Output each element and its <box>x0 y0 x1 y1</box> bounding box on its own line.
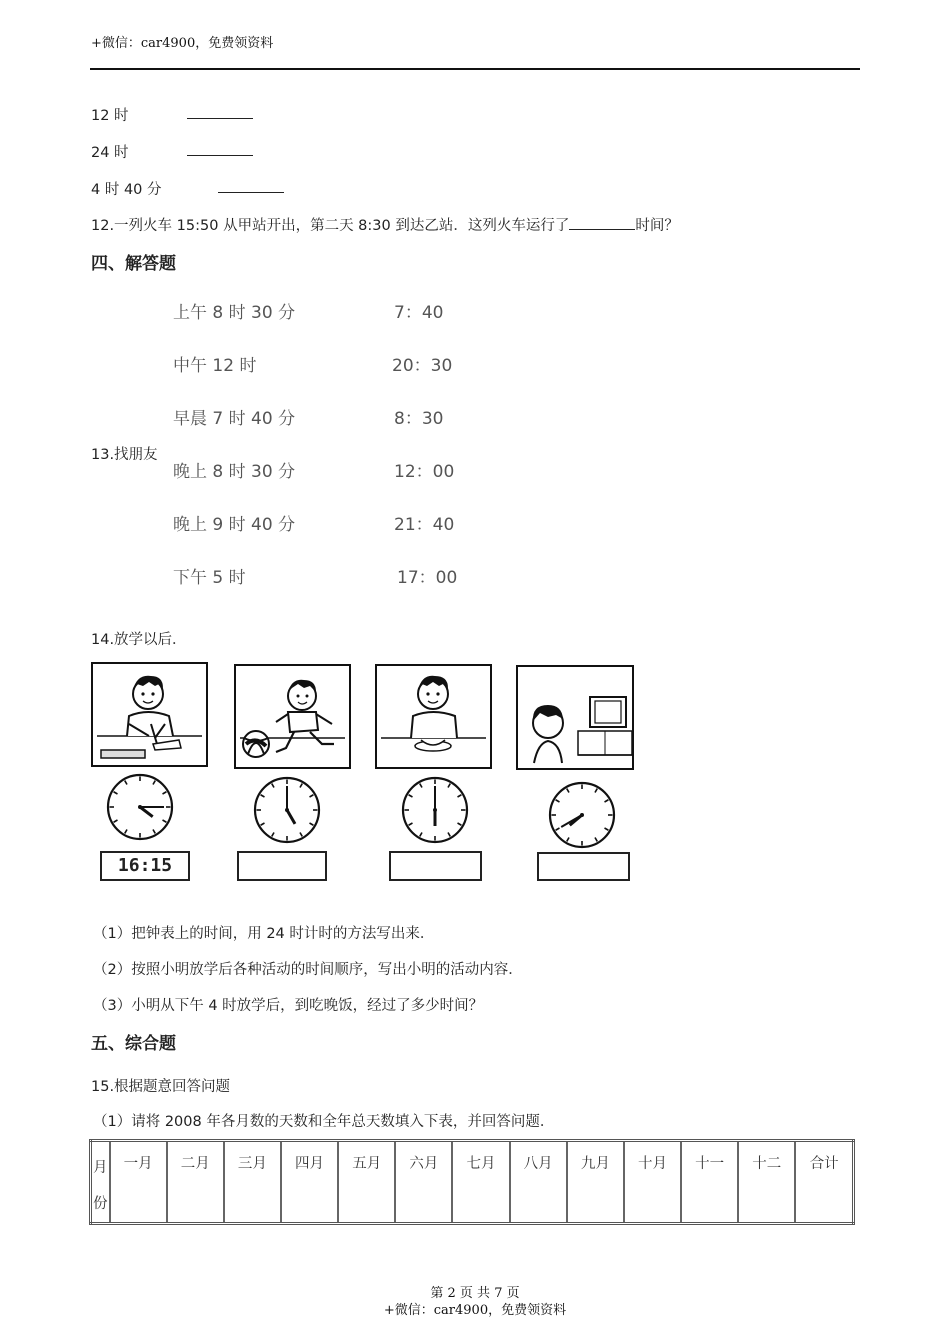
page-number: 第 2 页 共 7 页 <box>430 1286 520 1301</box>
q11-item-3 <box>91 178 162 199</box>
clock-4 <box>547 780 617 854</box>
month-days-table <box>89 1139 855 1225</box>
clock-3 <box>400 775 470 849</box>
q13-left-item: 早晨 7 时 40 分 <box>173 409 296 429</box>
q11-item-label: 12 时 <box>91 108 129 124</box>
time-answer-box-2[interactable] <box>237 851 327 881</box>
clock-center <box>433 808 437 812</box>
time-answer-box-4[interactable] <box>537 852 630 881</box>
footer-watermark: +微信：car4900，免费领资料 <box>383 1303 567 1318</box>
q12-blank[interactable] <box>569 215 635 230</box>
watching-tv-picture <box>516 665 634 770</box>
q13-left-item: 下午 5 时 <box>173 568 246 588</box>
q11-item-1 <box>91 104 129 125</box>
table-header-cell[interactable]: 八月 <box>510 1141 567 1224</box>
header-divider <box>90 68 860 70</box>
q13-left-item: 上午 8 时 30 分 <box>173 303 296 323</box>
section-5-title: 五、综合题 <box>91 1034 176 1054</box>
q14-label: 14.放学以后． <box>91 632 187 648</box>
q15-label: 15.根据题意回答问题 <box>91 1079 231 1095</box>
table-header-cell[interactable]: 二月 <box>167 1141 224 1224</box>
q13-right-item: 8：30 <box>394 409 444 429</box>
time-answer-box-1: 16:15 <box>100 851 190 881</box>
q12-text-after: 时间？ <box>635 218 679 234</box>
section-4-title: 四、解答题 <box>91 254 176 274</box>
q14-sub-3: （3）小明从下午 4 时放学后，到吃晚饭，经过了多少时间？ <box>93 998 484 1014</box>
table-header-cell[interactable]: 九月 <box>567 1141 624 1224</box>
table-row <box>91 1141 854 1224</box>
table-header-cell[interactable]: 一月 <box>110 1141 167 1224</box>
q11-blank-1[interactable] <box>187 104 253 123</box>
q13-right-item: 21：40 <box>394 515 455 535</box>
header-watermark: +微信：car4900，免费领资料 <box>91 36 274 51</box>
q11-blank-3[interactable] <box>218 178 284 197</box>
table-header-cell[interactable]: 六月 <box>395 1141 452 1224</box>
clock-center <box>285 808 289 812</box>
table-header-cell[interactable]: 十月 <box>624 1141 681 1224</box>
q13-right-item: 20：30 <box>392 356 453 376</box>
q11-item-label: 4 时 40 分 <box>91 182 162 198</box>
q14-sub-2: （2）按照小明放学后各种活动的时间顺序，写出小明的活动内容． <box>93 962 523 978</box>
clock-center <box>138 805 142 809</box>
table-header-cell[interactable]: 十二 <box>738 1141 795 1224</box>
q13-right-item: 12：00 <box>394 462 455 482</box>
time-answer-box-3[interactable] <box>389 851 482 881</box>
table-header-cell[interactable]: 十一 <box>681 1141 738 1224</box>
table-header-cell[interactable]: 合计 <box>795 1141 853 1224</box>
table-header-cell[interactable]: 五月 <box>338 1141 395 1224</box>
q14-sub-1: （1）把钟表上的时间，用 24 时计时的方法写出来． <box>93 926 435 942</box>
q13-right-item: 7：40 <box>394 303 444 323</box>
clock-1 <box>105 772 175 846</box>
q13-label: 13.找朋友 <box>91 447 158 463</box>
table-header-cell[interactable]: 四月 <box>281 1141 338 1224</box>
q12-text-before: 12.一列火车 15:50 从甲站开出，第二天 8:30 到达乙站．这列火车运行了 <box>91 218 570 234</box>
clock-center <box>580 813 584 817</box>
table-header-cell[interactable]: 七月 <box>452 1141 509 1224</box>
q13-right-item: 17：00 <box>397 568 458 588</box>
q11-item-label: 24 时 <box>91 145 129 161</box>
q13-left-item: 晚上 8 时 30 分 <box>173 462 296 482</box>
q13-left-item: 中午 12 时 <box>173 356 257 376</box>
q13-left-item: 晚上 9 时 40 分 <box>173 515 296 535</box>
clock-2 <box>252 775 322 849</box>
homework-picture <box>91 662 208 767</box>
q15-sub-1: （1）请将 2008 年各月数的天数和全年总天数填入下表，并回答问题． <box>93 1114 555 1130</box>
table-row-header: 月份 <box>91 1141 110 1224</box>
playing-ball-picture <box>234 664 351 769</box>
eating-picture <box>375 664 492 769</box>
q11-item-2 <box>91 141 129 162</box>
table-header-cell[interactable]: 三月 <box>224 1141 281 1224</box>
q11-blank-2[interactable] <box>187 141 253 160</box>
q12-question <box>91 214 679 235</box>
